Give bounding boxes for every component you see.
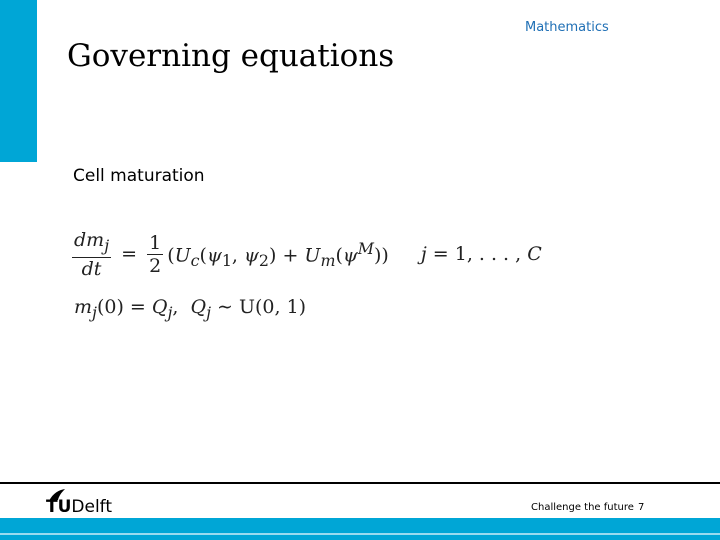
equation-initial-condition: $m_j(0) = Q_j$, $Q_j$ ∼ U(0, 1): [74, 296, 307, 322]
accent-bar: [0, 0, 37, 162]
section-heading: Cell maturation: [73, 166, 205, 186]
derivative-fraction: [72, 229, 111, 280]
coefficient-fraction: [147, 232, 163, 277]
derivative-numerator: $dm_j$: [72, 229, 111, 258]
department-label: Mathematics: [525, 20, 609, 35]
equation-cell-maturation: [68, 229, 542, 280]
footer-slogan: Challenge the future: [531, 502, 634, 513]
coefficient-denominator: 2: [149, 254, 162, 277]
coefficient-numerator: 1: [149, 231, 162, 254]
logo-delft: Delft: [71, 497, 113, 517]
page-number: 7: [638, 502, 645, 513]
equation-rhs: ($U_c(\psi_1$, $\psi_2) + U_m(\psi^M)$): [167, 238, 389, 270]
logo-tu: TU: [46, 497, 72, 517]
tu-delft-logo: [46, 497, 112, 517]
equation-index-range: j = 1, . . . , C: [420, 243, 542, 266]
footer-divider: [0, 482, 720, 484]
equals-sign: =: [115, 243, 144, 266]
derivative-denominator: dt: [81, 257, 102, 280]
footer-band: [0, 518, 720, 540]
footer-band-stripe: [0, 533, 720, 535]
slide-title: Governing equations: [67, 38, 395, 74]
